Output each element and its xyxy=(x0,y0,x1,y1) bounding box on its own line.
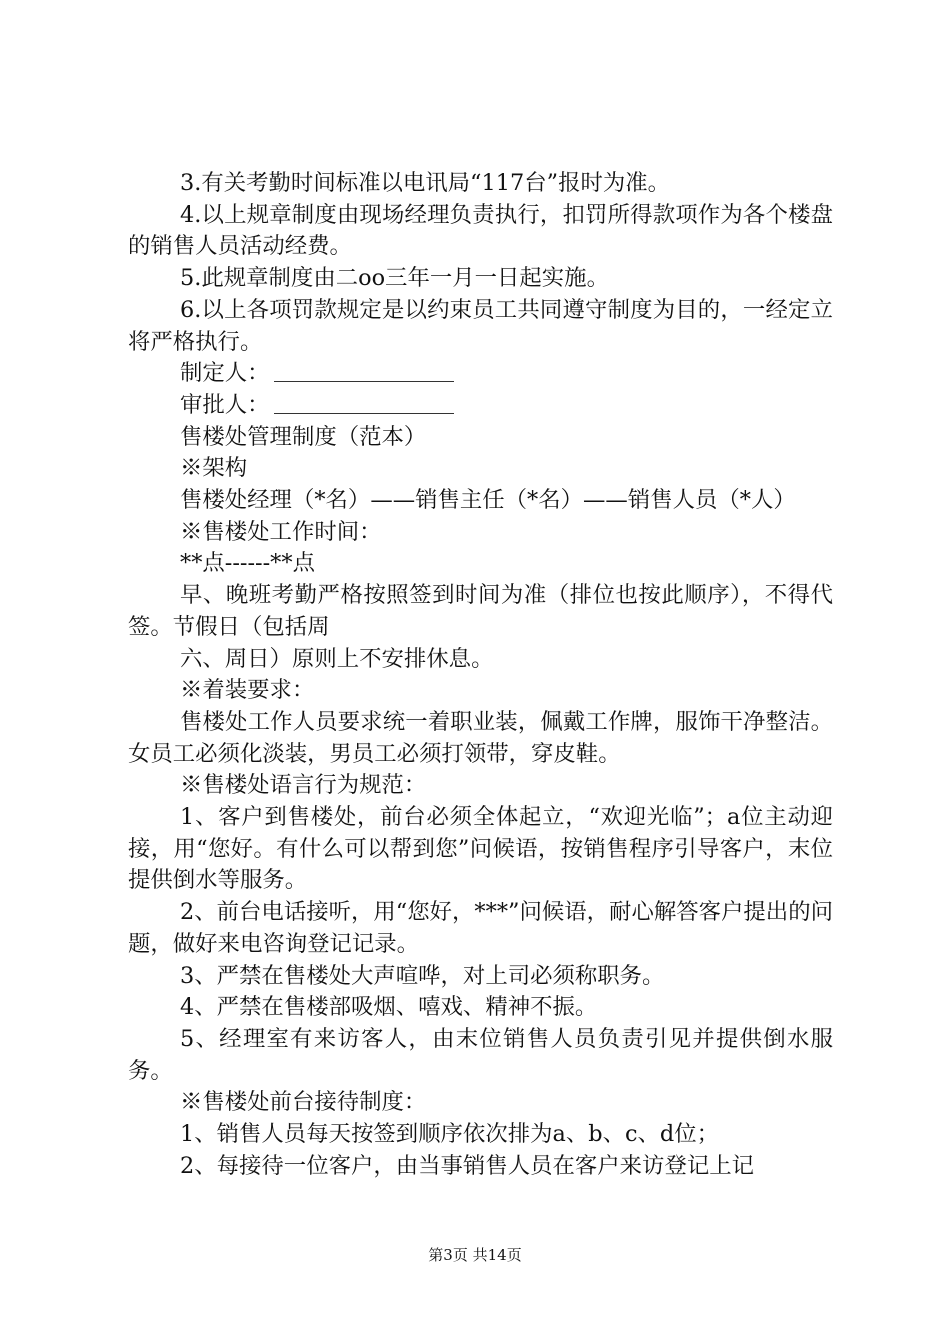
paragraph: 1、客户到售楼处，前台必须全体起立，“欢迎光临”；a位主动迎接，用“您好。有什么可以帮到您”问候语，按销售程序引导客户，末位提供倒水等服务。 xyxy=(128,804,833,894)
document-body xyxy=(128,168,833,1183)
section-heading: ※售楼处前台接待制度： xyxy=(180,1089,427,1116)
approver-label: 审批人： xyxy=(180,391,270,418)
paragraph: 3.有关考勤时间标准以电讯局“117台”报时为准。 xyxy=(180,170,671,196)
paragraph: 1、销售人员每天按签到顺序依次排为a、b、c、d位； xyxy=(180,1121,720,1148)
paragraph: 5.此规章制度由二oo三年一月一日起实施。 xyxy=(180,265,609,292)
section-heading: ※着装要求： xyxy=(180,677,315,704)
approver-signature-line xyxy=(274,395,454,414)
paragraph: 6.以上各项罚款规定是以约束员工共同遵守制度为目的，一经定立将严格执行。 xyxy=(128,296,833,355)
paragraph: 3、严禁在售楼处大声喧哗，对上司必须称职务。 xyxy=(180,962,665,989)
section-title: 售楼处管理制度（范本） xyxy=(180,423,427,450)
paragraph: 4.以上规章制度由现场经理负责执行，扣罚所得款项作为各个楼盘的销售人员活动经费。 xyxy=(128,201,833,260)
paragraph: 六、周日）原则上不安排休息。 xyxy=(180,645,494,672)
paragraph: 售楼处工作人员要求统一着职业装，佩戴工作牌，服饰干净整洁。女员工必须化淡装，男员工必须打领带，穿皮鞋。 xyxy=(128,708,833,767)
paragraph: 2、每接待一位客户，由当事销售人员在客户来访登记上记 xyxy=(180,1152,755,1179)
paragraph: 2、前台电话接听，用“您好，***”问候语，耐心解答客户提出的问题，做好来电咨询登记记录。 xyxy=(128,899,833,957)
maker-label: 制定人： xyxy=(180,360,270,387)
section-heading: ※售楼处语言行为规范： xyxy=(180,772,427,799)
paragraph: 早、晚班考勤严格按照签到时间为准（排位也按此顺序），不得代签。节假日（包括周 xyxy=(128,582,833,640)
section-heading: ※架构 xyxy=(180,455,248,482)
page-footer: 第3页 共14页 xyxy=(428,1246,522,1264)
paragraph: 4、严禁在售楼部吸烟、嘻戏、精神不振。 xyxy=(180,994,598,1021)
maker-signature-line xyxy=(274,363,454,382)
maker-signature-row xyxy=(128,358,833,390)
approver-signature-row xyxy=(128,390,833,422)
paragraph: 5、经理室有来访客人，由末位销售人员负责引见并提供倒水服务。 xyxy=(128,1025,833,1084)
paragraph: 售楼处经理（*名）——销售主任（*名）——销售人员（*人） xyxy=(180,487,796,514)
section-heading: ※售楼处工作时间： xyxy=(180,518,382,545)
paragraph: **点------**点 xyxy=(180,550,315,577)
